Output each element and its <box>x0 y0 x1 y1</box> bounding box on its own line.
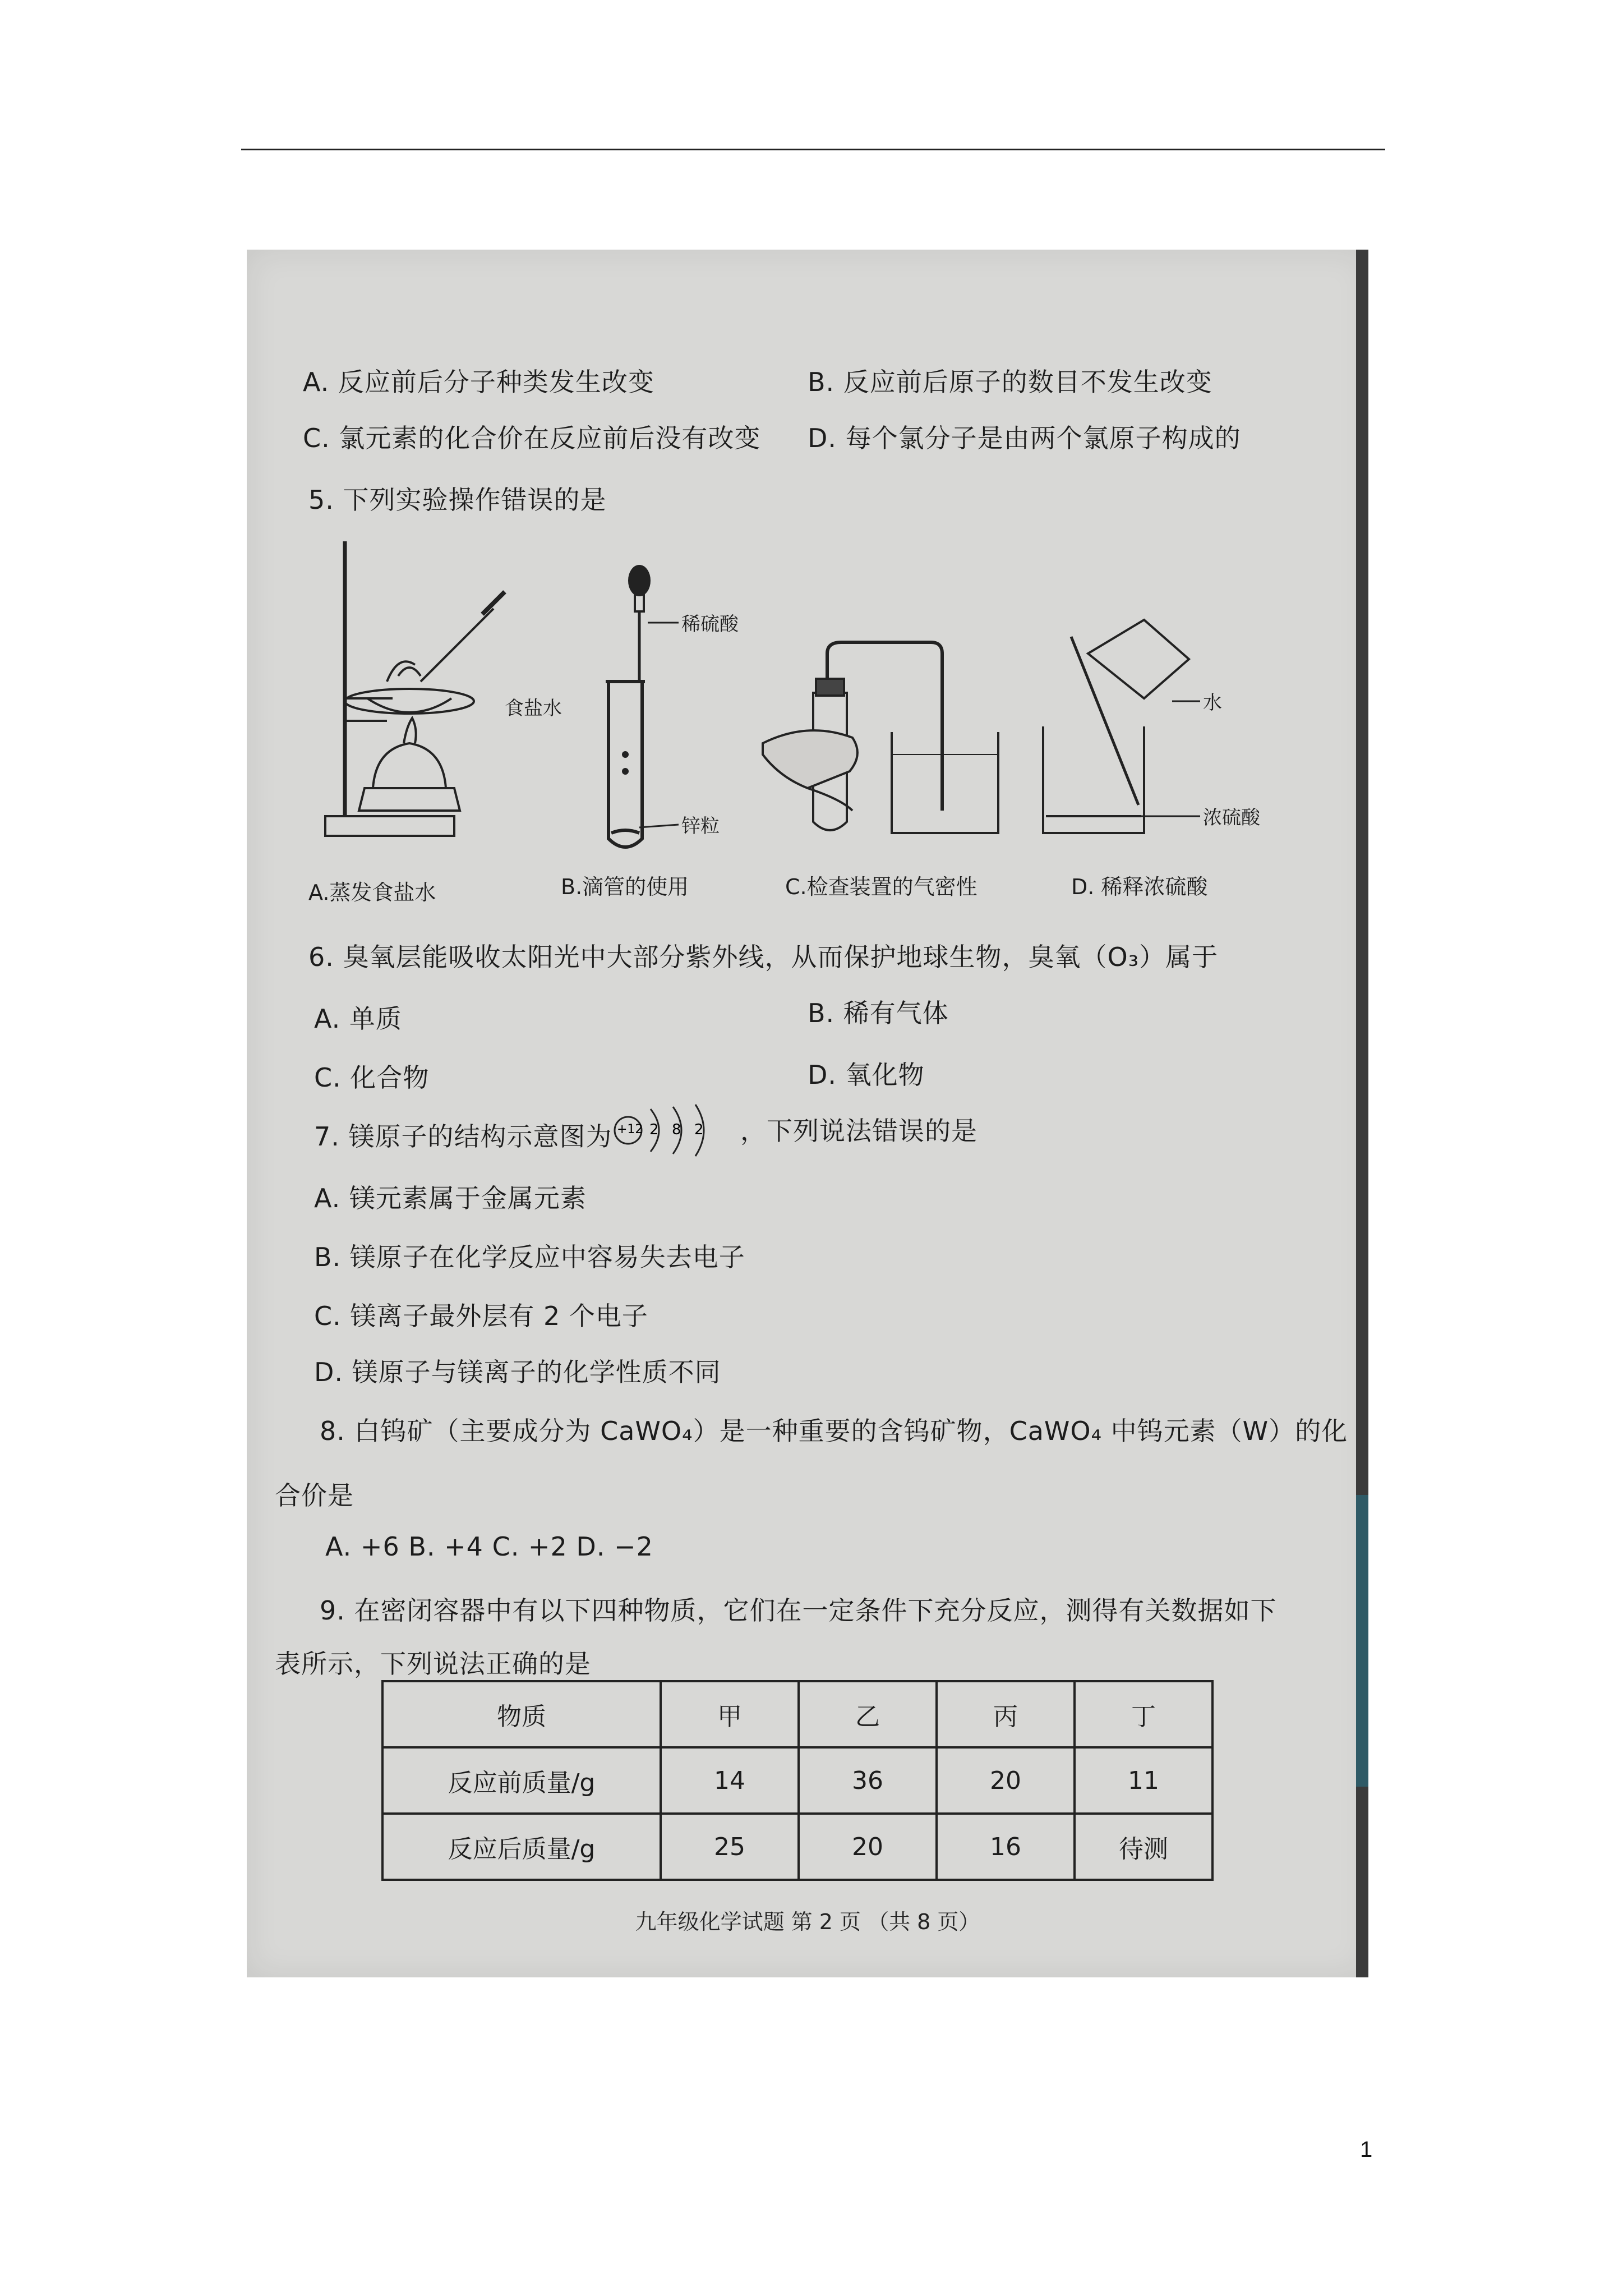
evaporation-apparatus <box>325 541 505 836</box>
q4-option-a: A. 反应前后分子种类发生改变 <box>303 367 654 397</box>
dilution-apparatus <box>1043 620 1200 833</box>
scanned-exam-photo <box>247 250 1368 1977</box>
q9-stem-line1: 9. 在密闭容器中有以下四种物质，它们在一定条件下充分反应，测得有关数据如下 <box>320 1595 1277 1626</box>
mg-nucleus-charge: +12 <box>617 1122 643 1137</box>
q5-caption-c: C.检查装置的气密性 <box>785 875 978 899</box>
table-cell: 乙 <box>799 1681 937 1747</box>
label-water: 水 <box>1203 692 1222 714</box>
q5-caption-b: B.滴管的使用 <box>561 875 689 899</box>
header-rule <box>241 149 1385 150</box>
dropper-apparatus <box>606 566 679 847</box>
q8-options: A. +6 B. +4 C. +2 D. −2 <box>325 1531 653 1562</box>
q7-option-a: A. 镁元素属于金属元素 <box>314 1183 587 1213</box>
q6-stem: 6. 臭氧层能吸收太阳光中大部分紫外线，从而保护地球生物，臭氧（O₃）属于 <box>308 942 1219 972</box>
table-cell: 11 <box>1075 1747 1212 1814</box>
q4-option-d: D. 每个氯分子是由两个氯原子构成的 <box>808 423 1241 453</box>
table-cell: 20 <box>799 1814 937 1880</box>
q7-stem-before: 7. 镁原子的结构示意图为 <box>314 1121 612 1152</box>
q9-data-table <box>381 1680 1214 1881</box>
q7-stem-after: ，下列说法错误的是 <box>740 1116 978 1146</box>
table-header-row <box>382 1681 1212 1747</box>
q8-stem-line1: 8. 白钨矿（主要成分为 CaWO₄）是一种重要的含钨矿物，CaWO₄ 中钨元素（W）的化 <box>320 1416 1348 1446</box>
table-cell: 丁 <box>1075 1681 1212 1747</box>
table-cell: 25 <box>661 1814 799 1880</box>
airtight-check-apparatus <box>763 642 998 833</box>
label-zinc: 锌粒 <box>681 815 720 838</box>
mg-shell-2: 8 <box>672 1121 681 1138</box>
label-salt-water: 食盐水 <box>505 697 562 720</box>
table-cell: 16 <box>937 1814 1075 1880</box>
table-cell: 20 <box>937 1747 1075 1814</box>
q6-option-b: B. 稀有气体 <box>808 998 949 1028</box>
mg-shell-3: 2 <box>694 1121 704 1138</box>
mg-shell-1: 2 <box>649 1121 659 1138</box>
table-cell: 反应后质量/g <box>382 1814 661 1880</box>
q6-option-c: C. 化合物 <box>314 1062 430 1093</box>
label-conc-acid: 浓硫酸 <box>1203 807 1260 829</box>
q6-option-a: A. 单质 <box>314 1004 402 1034</box>
table-row <box>382 1747 1212 1814</box>
q9-stem-line2: 表所示，下列说法正确的是 <box>275 1649 591 1679</box>
mg-atom-diagram <box>611 1097 735 1158</box>
q5-caption-a: A.蒸发食盐水 <box>308 880 436 905</box>
table-cell: 甲 <box>661 1681 799 1747</box>
q5-stem: 5. 下列实验操作错误的是 <box>308 485 607 515</box>
q8-stem-line2: 合价是 <box>275 1480 354 1511</box>
q5-caption-d: D. 稀释浓硫酸 <box>1071 875 1208 899</box>
label-dilute-acid: 稀硫酸 <box>681 613 739 636</box>
table-cell: 丙 <box>937 1681 1075 1747</box>
table-cell: 14 <box>661 1747 799 1814</box>
q4-option-b: B. 反应前后原子的数目不发生改变 <box>808 367 1212 397</box>
q4-option-c: C. 氯元素的化合价在反应前后没有改变 <box>303 423 761 453</box>
table-cell: 反应前质量/g <box>382 1747 661 1814</box>
q6-option-d: D. 氧化物 <box>808 1060 925 1090</box>
q7-option-d: D. 镁原子与镁离子的化学性质不同 <box>314 1357 721 1387</box>
q7-option-b: B. 镁原子在化学反应中容易失去电子 <box>314 1242 745 1272</box>
page-number: 1 <box>1360 2137 1373 2162</box>
q7-option-c: C. 镁离子最外层有 2 个电子 <box>314 1301 648 1331</box>
exam-footer: 九年级化学试题 第 2 页 （共 8 页） <box>635 1910 980 1934</box>
table-row <box>382 1814 1212 1880</box>
table-cell: 36 <box>799 1747 937 1814</box>
table-cell: 待测 <box>1075 1814 1212 1880</box>
table-cell: 物质 <box>382 1681 661 1747</box>
